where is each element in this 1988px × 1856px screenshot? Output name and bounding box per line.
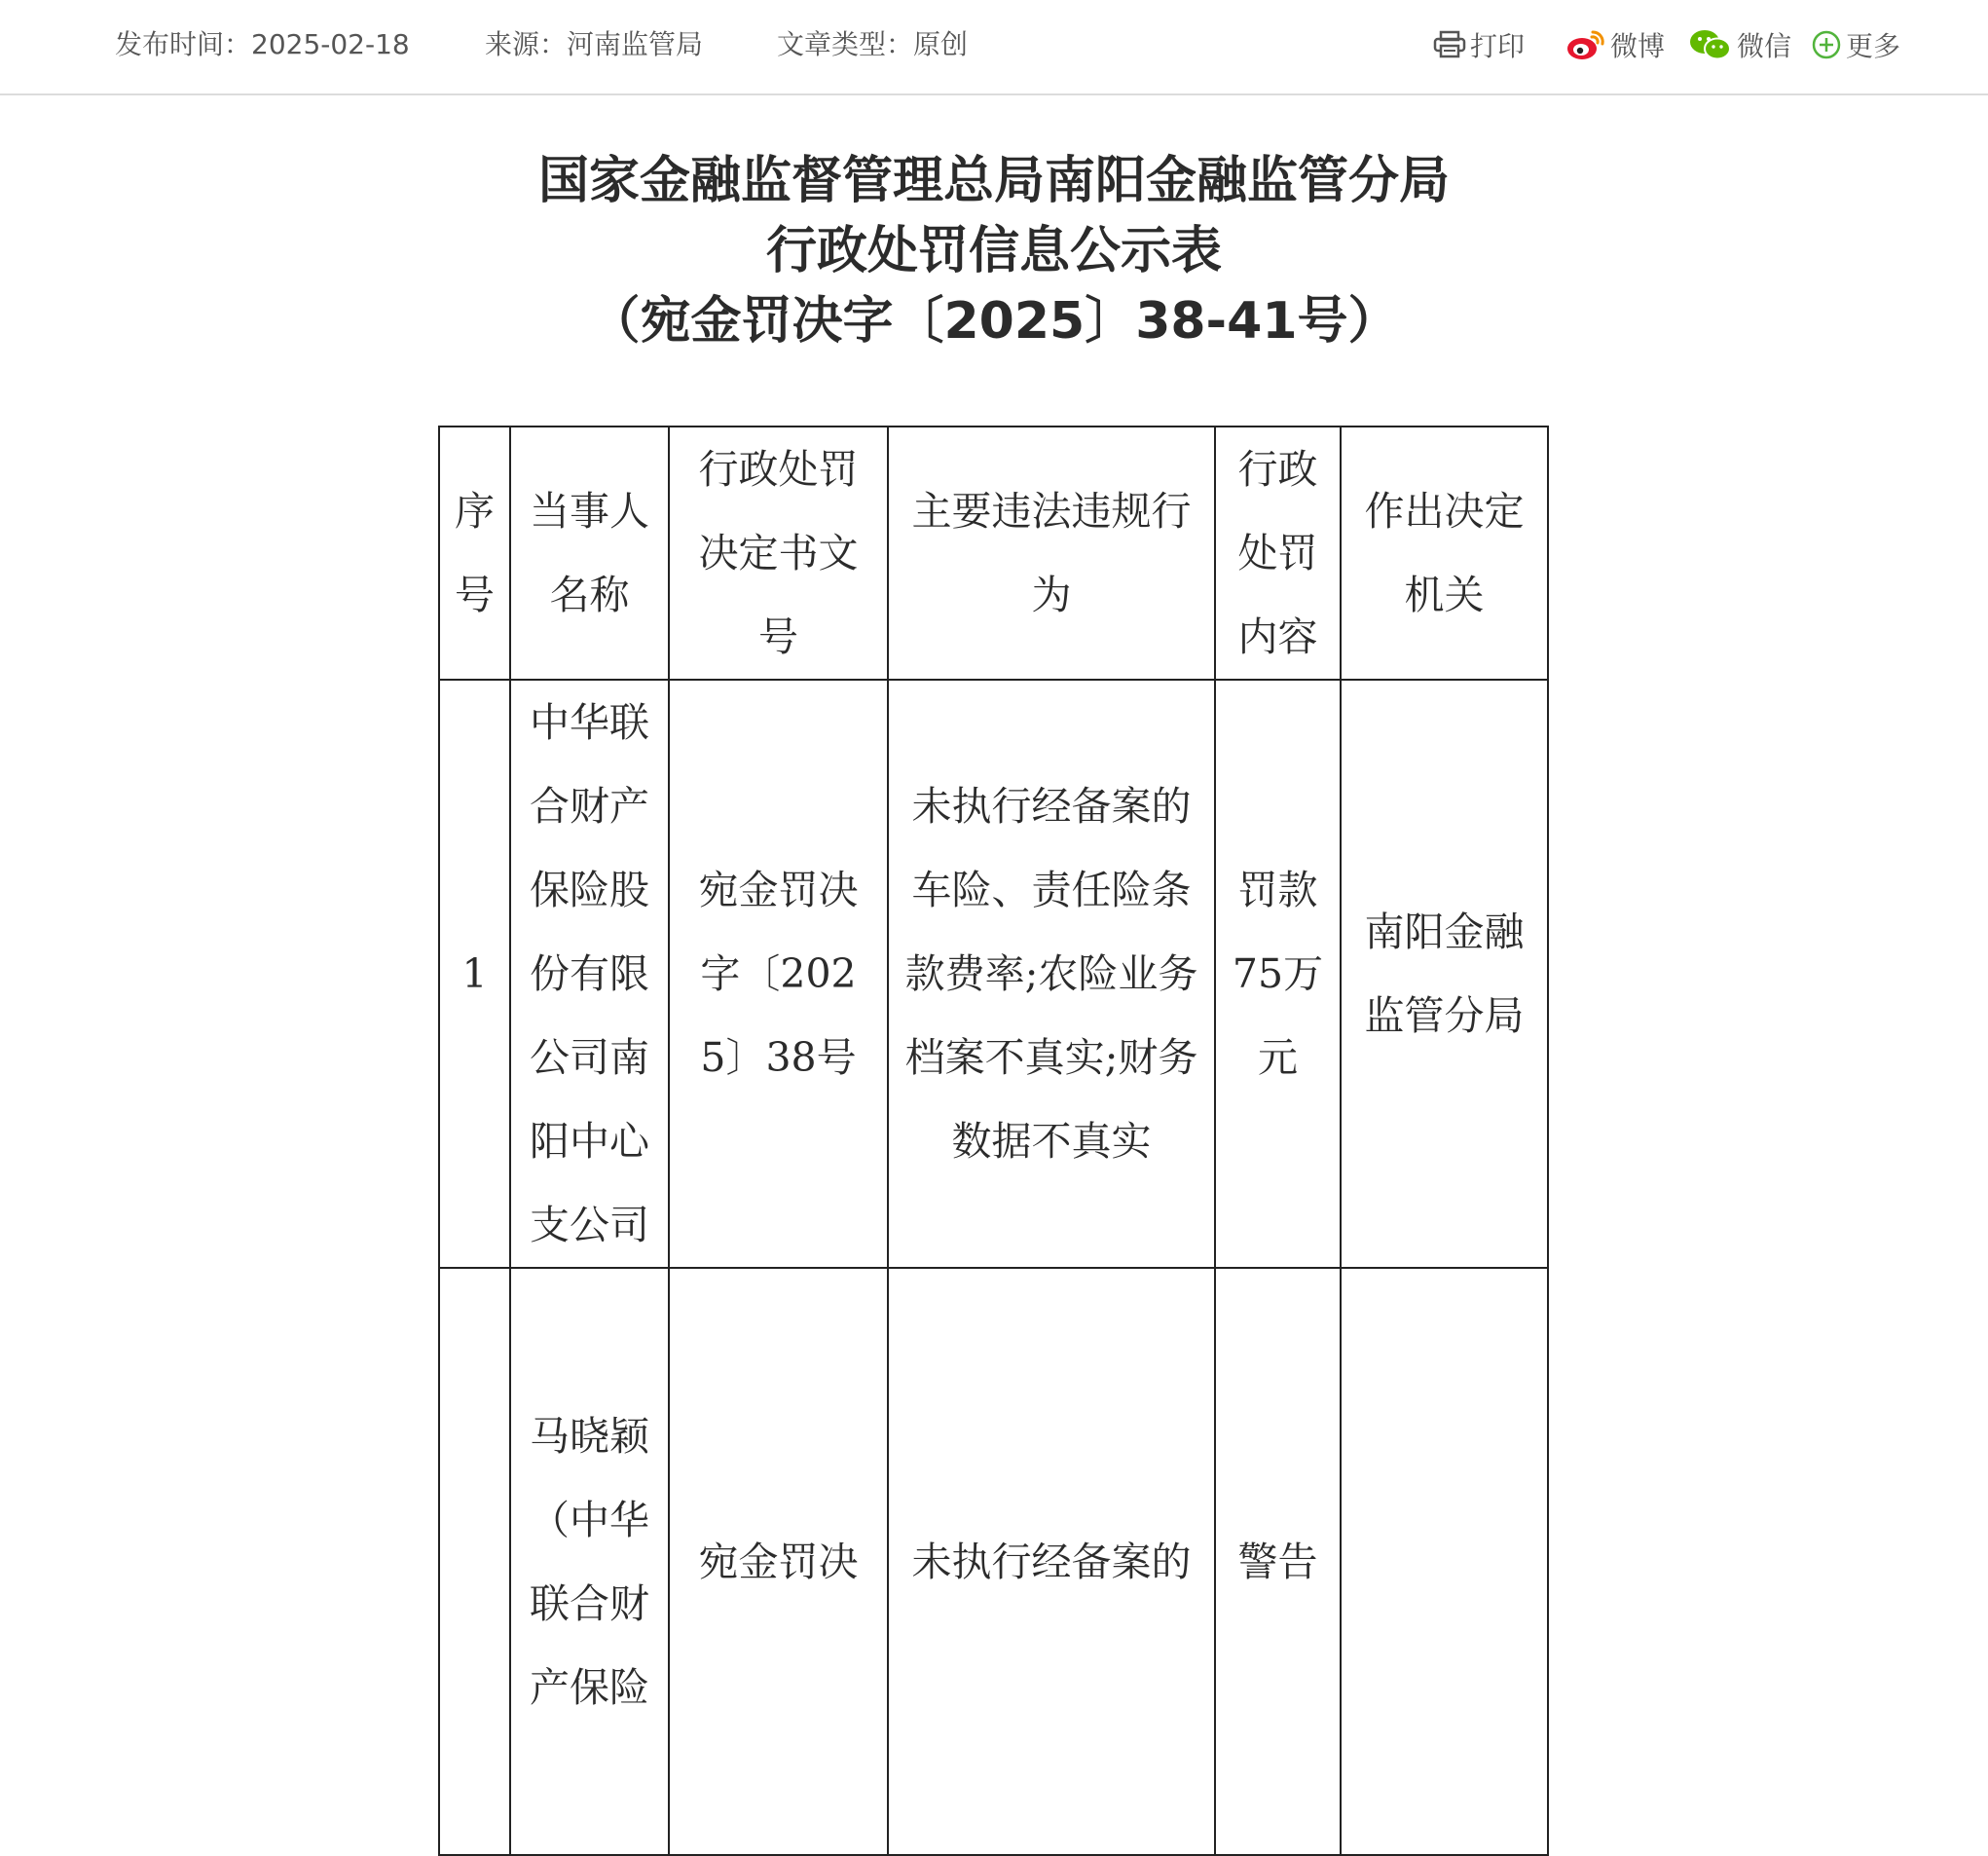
penalty-table	[438, 426, 1549, 1856]
title-line-heading: 行政处罚信息公示表	[765, 222, 1222, 280]
more-label: 更多	[1846, 30, 1901, 62]
article-meta-bar	[0, 0, 1988, 95]
penalty-table-container	[438, 426, 1547, 1856]
cell-party-name: 中华联合财产保险股份有限公司南阳中心支公司	[510, 680, 669, 1268]
printer-icon	[1433, 30, 1466, 59]
header-party-name: 当事人名称	[510, 427, 669, 680]
share-wechat-button[interactable]	[1688, 25, 1791, 64]
title-line-document-number: （宛金罚决字〔2025〕38-41号）	[589, 292, 1399, 351]
table-row	[439, 680, 1548, 1268]
share-more-button[interactable]	[1811, 25, 1900, 64]
header-index: 序号	[439, 427, 510, 680]
table-header-row	[439, 427, 1548, 680]
cell-penalty: 罚款75万元	[1215, 680, 1341, 1268]
cell-violation: 未执行经备案的	[888, 1268, 1215, 1855]
cell-authority: 南阳金融监管分局	[1341, 680, 1548, 1268]
header-violation: 主要违法违规行为	[888, 427, 1215, 680]
header-decision-number: 行政处罚决定书文号	[669, 427, 888, 680]
table-row	[439, 1268, 1548, 1855]
cell-authority	[1341, 1268, 1548, 1855]
article-type: 文章类型：原创	[777, 28, 969, 60]
cell-party-name: 马晓颖（中华联合财产保险	[510, 1268, 669, 1855]
wechat-icon	[1688, 28, 1733, 61]
article-source: 来源：河南监管局	[485, 28, 704, 60]
wechat-label: 微信	[1737, 30, 1792, 62]
print-label: 打印	[1470, 30, 1526, 62]
weibo-label: 微博	[1610, 30, 1666, 62]
header-penalty: 行政处罚内容	[1215, 427, 1341, 680]
cell-penalty: 警告	[1215, 1268, 1341, 1855]
publish-date: 发布时间：2025-02-18	[115, 28, 410, 60]
cell-index: 1	[439, 680, 510, 1268]
print-button[interactable]	[1433, 25, 1525, 64]
plus-circle-icon	[1811, 29, 1842, 60]
header-authority: 作出决定机关	[1341, 427, 1548, 680]
cell-decision-number: 宛金罚决	[669, 1268, 888, 1855]
title-line-authority: 国家金融监督管理总局南阳金融监管分局	[537, 152, 1450, 210]
document-title	[0, 146, 1988, 356]
cell-index	[439, 1268, 510, 1855]
cell-decision-number: 宛金罚决字〔2025〕38号	[669, 680, 888, 1268]
weibo-icon	[1565, 28, 1606, 61]
share-weibo-button[interactable]	[1565, 25, 1665, 64]
cell-violation: 未执行经备案的车险、责任险条款费率;农险业务档案不真实;财务数据不真实	[888, 680, 1215, 1268]
